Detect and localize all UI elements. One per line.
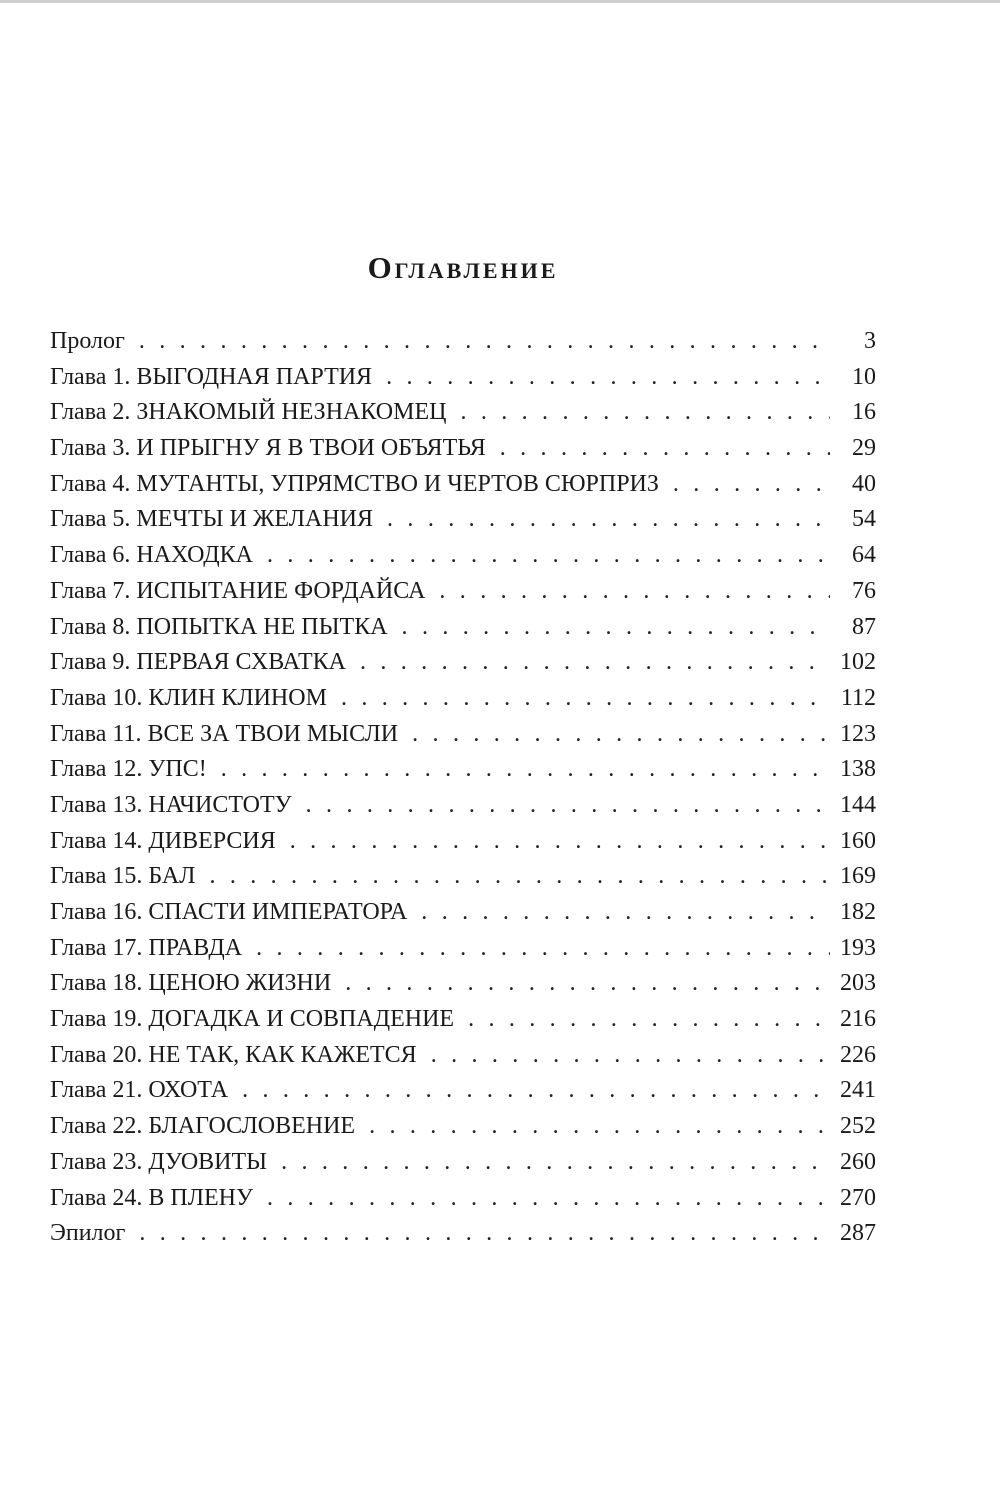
toc-entry-label: Глава 20. НЕ ТАК, КАК КАЖЕТСЯ [50, 1041, 417, 1068]
dot-leader [221, 752, 830, 788]
toc-entry-page-number: 123 [840, 720, 876, 747]
toc-entry-page-number: 287 [840, 1220, 876, 1247]
toc-entry-label: Глава 12. УПС! [50, 756, 207, 783]
toc-entry-label: Глава 23. ДУОВИТЫ [50, 1148, 268, 1175]
toc-entry[interactable] [50, 1002, 876, 1038]
toc-entry-page-number: 144 [840, 791, 876, 818]
toc-entry[interactable] [50, 502, 876, 538]
toc-entry-label: Эпилог [50, 1220, 126, 1247]
dot-leader [369, 1109, 830, 1145]
toc-entry[interactable] [50, 324, 876, 360]
dot-leader [402, 610, 830, 646]
toc-entry-label: Глава 16. СПАСТИ ИМПЕРАТОРА [50, 899, 408, 925]
toc-entry[interactable] [50, 752, 876, 788]
toc-entry-label: Глава 13. НАЧИСТОТУ [50, 791, 292, 818]
table-of-contents [50, 250, 876, 1252]
toc-entry[interactable] [50, 788, 876, 824]
toc-entry[interactable] [50, 1216, 876, 1252]
dot-leader [386, 360, 830, 396]
dot-leader [209, 859, 830, 895]
toc-entry-page-number: 29 [852, 435, 876, 462]
toc-entry[interactable] [50, 395, 876, 431]
toc-entry-page-number: 193 [840, 934, 876, 961]
toc-entry-page-number: 76 [852, 577, 876, 604]
toc-entry[interactable] [50, 610, 876, 646]
dot-leader [267, 538, 830, 574]
dot-leader [341, 681, 830, 717]
toc-entry-label: Глава 10. КЛИН КЛИНОМ [50, 684, 327, 711]
dot-leader [387, 502, 830, 538]
dot-leader [412, 717, 830, 753]
dot-leader [345, 966, 830, 1002]
dot-leader [500, 431, 830, 467]
dot-leader [460, 395, 830, 431]
dot-leader [306, 788, 830, 824]
toc-entry[interactable] [50, 966, 876, 1002]
toc-entry-label: Глава 9. ПЕРВАЯ СХВАТКА [50, 649, 346, 676]
toc-entry-label: Глава 2. ЗНАКОМЫЙ НЕЗНАКОМЕЦ [50, 399, 447, 426]
toc-entry-page-number: 216 [840, 1006, 876, 1033]
dot-leader [267, 1181, 830, 1217]
toc-entry[interactable] [50, 859, 876, 895]
toc-entry-label: Глава 11. ВСЕ ЗА ТВОИ МЫСЛИ [50, 720, 399, 747]
toc-entry[interactable] [50, 360, 876, 396]
toc-entry-page-number: 270 [840, 1184, 876, 1211]
toc-entry[interactable] [50, 467, 876, 503]
toc-entry-page-number: 252 [840, 1113, 876, 1140]
toc-entry-label: Глава 8. ПОПЫТКА НЕ ПЫТКА [50, 613, 388, 640]
toc-entry-page-number: 102 [840, 649, 876, 676]
toc-entry-label: Глава 18. ЦЕНОЮ ЖИЗНИ [50, 970, 332, 997]
toc-entry-page-number: 40 [852, 470, 876, 497]
toc-entry[interactable] [50, 1073, 876, 1109]
dot-leader [242, 1073, 830, 1109]
dot-leader [139, 1216, 830, 1252]
dot-leader [139, 324, 830, 360]
toc-entry[interactable] [50, 717, 876, 753]
toc-entry-page-number: 160 [840, 827, 876, 854]
toc-entry[interactable] [50, 431, 876, 467]
dot-leader [431, 1038, 830, 1074]
toc-entry-page-number: 169 [840, 863, 876, 890]
toc-entry-label: Глава 24. В ПЛЕНУ [50, 1184, 253, 1211]
toc-entry-page-number: 241 [840, 1077, 876, 1104]
dot-leader [290, 824, 830, 860]
toc-entry-page-number: 3 [864, 328, 876, 354]
dot-leader [468, 1002, 830, 1038]
toc-entry-label: Глава 14. ДИВЕРСИЯ [50, 827, 276, 854]
toc-entry[interactable] [50, 645, 876, 681]
toc-entry-page-number: 182 [840, 899, 876, 925]
dot-leader [360, 645, 830, 681]
toc-entry-label: Глава 1. ВЫГОДНАЯ ПАРТИЯ [50, 363, 373, 390]
toc-title: Оглавление [367, 250, 559, 285]
toc-entry-page-number: 203 [840, 970, 876, 997]
toc-entry-label: Глава 5. МЕЧТЫ И ЖЕЛАНИЯ [50, 506, 374, 533]
toc-entry-page-number: 112 [840, 684, 876, 711]
toc-entry-label: Глава 15. БАЛ [50, 863, 196, 890]
toc-entry[interactable] [50, 931, 876, 967]
toc-entry-page-number: 226 [840, 1041, 876, 1068]
toc-entry-label: Глава 21. ОХОТА [50, 1077, 229, 1104]
toc-entry-label: Глава 4. МУТАНТЫ, УПРЯМСТВО И ЧЕРТОВ СЮРПРИЗ [50, 470, 659, 497]
toc-entry[interactable] [50, 538, 876, 574]
toc-entry-page-number: 260 [840, 1148, 876, 1175]
toc-entry[interactable] [50, 824, 876, 860]
dot-leader [439, 574, 830, 610]
toc-entry[interactable] [50, 1109, 876, 1145]
dot-leader [673, 467, 830, 503]
toc-entry-label: Глава 6. НАХОДКА [50, 542, 253, 569]
toc-entry-page-number: 16 [852, 399, 876, 426]
dot-leader [421, 895, 830, 931]
toc-entry[interactable] [50, 681, 876, 717]
toc-entry-label: Глава 19. ДОГАДКА И СОВПАДЕНИЕ [50, 1006, 455, 1033]
toc-entry-page-number: 64 [852, 542, 876, 569]
toc-entry-label: Глава 3. И ПРЫГНУ Я В ТВОИ ОБЪЯТЬЯ [50, 435, 486, 462]
toc-entry-page-number: 87 [852, 613, 876, 640]
toc-entry-label: Пролог [50, 328, 125, 354]
toc-entry[interactable] [50, 1038, 876, 1074]
toc-entry-label: Глава 7. ИСПЫТАНИЕ ФОРДАЙСА [50, 577, 426, 604]
toc-entry-page-number: 138 [840, 756, 876, 783]
dot-leader [256, 931, 830, 967]
toc-entry[interactable] [50, 1181, 876, 1217]
toc-entry-page-number: 54 [852, 506, 876, 533]
page-top-edge [0, 0, 1000, 3]
toc-entry[interactable] [50, 574, 876, 610]
toc-entry-label: Глава 17. ПРАВДА [50, 934, 243, 961]
toc-entry[interactable] [50, 1145, 876, 1181]
toc-entry-page-number: 10 [852, 363, 876, 390]
dot-leader [281, 1145, 830, 1181]
toc-entry[interactable] [50, 895, 876, 931]
toc-list [50, 324, 876, 1252]
toc-entry-label: Глава 22. БЛАГОСЛОВЕНИЕ [50, 1113, 356, 1140]
